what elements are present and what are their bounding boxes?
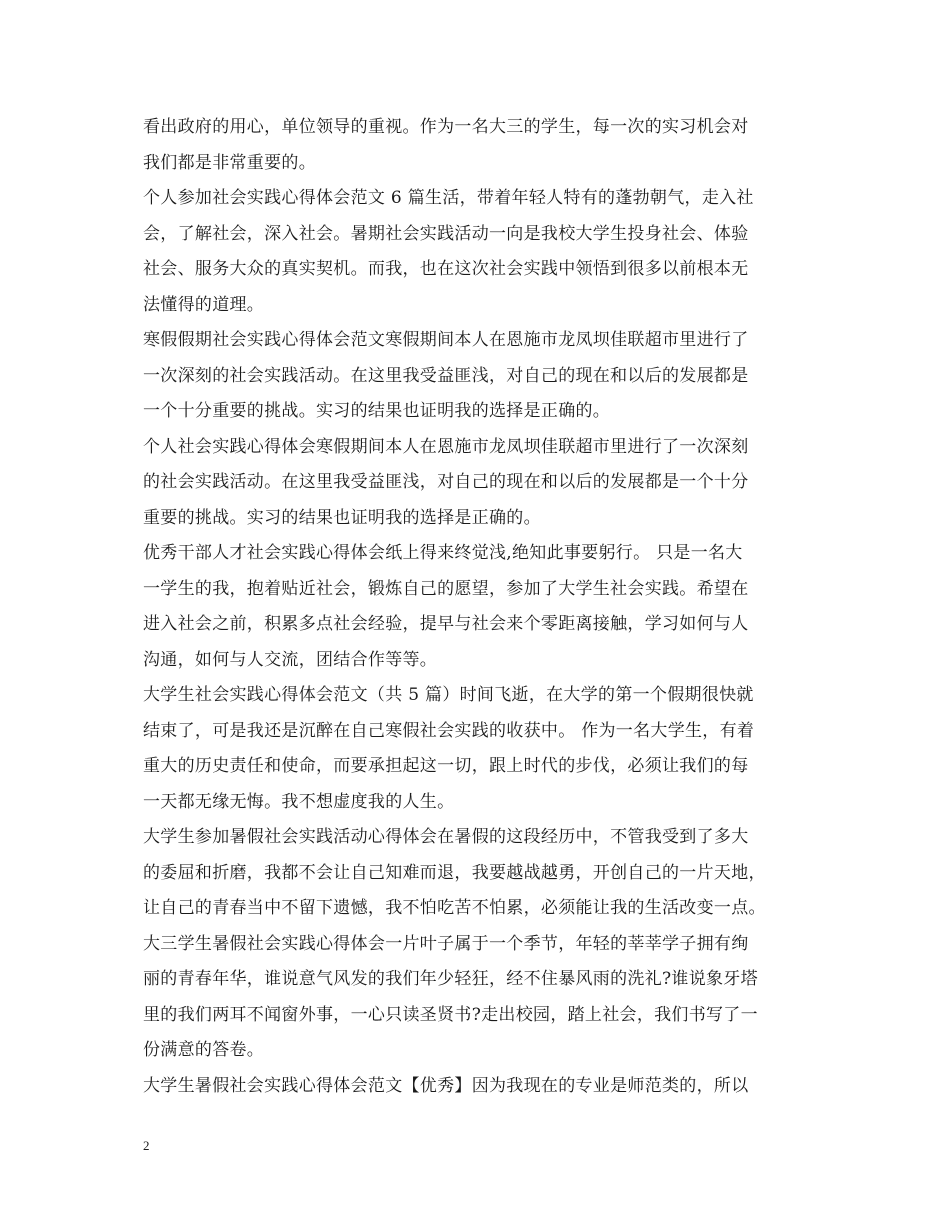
text-line: 看出政府的用心，单位领导的重视。作为一名大三的学生，每一次的实习机会对 bbox=[143, 117, 749, 137]
text-line: 的社会实践活动。在这里我受益匪浅，对自己的现在和以后的发展都是一个十分 bbox=[143, 472, 749, 492]
text-line: 会，了解社会，深入社会。暑期社会实践活动一向是我校大学生投身社会、体验 bbox=[143, 223, 749, 244]
text-line: 重要的挑战。实习的结果也证明我的选择是正确的。 bbox=[143, 507, 541, 528]
text-line: 优秀干部人才社会实践心得体会纸上得来终觉浅,绝知此事要躬行。 只是一名大 bbox=[143, 543, 743, 563]
text-line: 一学生的我，抱着贴近社会，锻炼自己的愿望，参加了大学生社会实践。希望在 bbox=[143, 578, 749, 599]
text-line: 寒假假期社会实践心得体会范文寒假期间本人在恩施市龙凤坝佳联超市里进行了 bbox=[143, 330, 749, 350]
text-line: 大学生暑假社会实践心得体会范文【优秀】因为我现在的专业是师范类的，所以 bbox=[143, 1075, 749, 1096]
text-line: 社会、服务大众的真实契机。而我，也在这次社会实践中领悟到很多以前根本无 bbox=[143, 259, 749, 279]
text-line: 个人参加社会实践心得体会范文 6 篇生活，带着年轻人特有的蓬勃朝气，走入社 bbox=[143, 188, 754, 208]
page-number: 2 bbox=[143, 1138, 150, 1153]
text-line: 一个十分重要的挑战。实习的结果也证明我的选择是正确的。 bbox=[143, 401, 611, 421]
text-line: 份满意的答卷。 bbox=[143, 1040, 265, 1060]
text-line: 一次深刻的社会实践活动。在这里我受益匪浅，对自己的现在和以后的发展都是 bbox=[143, 365, 749, 386]
text-line: 大学生参加暑假社会实践活动心得体会在暑假的这段经历中，不管我受到了多大 bbox=[143, 827, 749, 847]
text-line: 沟通，如何与人交流，团结合作等等。 bbox=[143, 649, 438, 670]
text-line: 一天都无缘无悔。我不想虚度我的人生。 bbox=[143, 791, 455, 812]
text-line: 结束了，可是我还是沉醉在自己寒假社会实践的收获中。 作为一名大学生，有着 bbox=[143, 720, 755, 741]
text-line: 我们都是非常重要的。 bbox=[143, 152, 316, 173]
text-line: 大学生社会实践心得体会范文（共 5 篇）时间飞逝，在大学的第一个假期很快就 bbox=[143, 685, 754, 705]
text-line: 里的我们两耳不闻窗外事，一心只读圣贤书?走出校园，踏上社会，我们书写了一 bbox=[143, 1004, 758, 1025]
body-text bbox=[143, 110, 823, 1104]
text-line: 让自己的青春当中不留下遗憾，我不怕吃苦不怕累，必须能让我的生活改变一点。 bbox=[143, 898, 766, 918]
text-line: 法懂得的道理。 bbox=[143, 294, 265, 315]
text-line: 大三学生暑假社会实践心得体会一片叶子属于一个季节，年轻的莘莘学子拥有绚 bbox=[143, 933, 749, 954]
text-line: 丽的青春年华，谁说意气风发的我们年少轻狂，经不住暴风雨的洗礼?谁说象牙塔 bbox=[143, 969, 758, 989]
text-line: 的委屈和折磨，我都不会让自己知难而退，我要越战越勇，开创自己的一片天地， bbox=[143, 862, 766, 883]
text-line: 个人社会实践心得体会寒假期间本人在恩施市龙凤坝佳联超市里进行了一次深刻 bbox=[143, 436, 749, 457]
text-line: 重大的历史责任和使命，而要承担起这一切，跟上时代的步伐，必须让我们的每 bbox=[143, 756, 749, 776]
text-line: 进入社会之前，积累多点社会经验，提早与社会来个零距离接触，学习如何与人 bbox=[143, 614, 749, 634]
